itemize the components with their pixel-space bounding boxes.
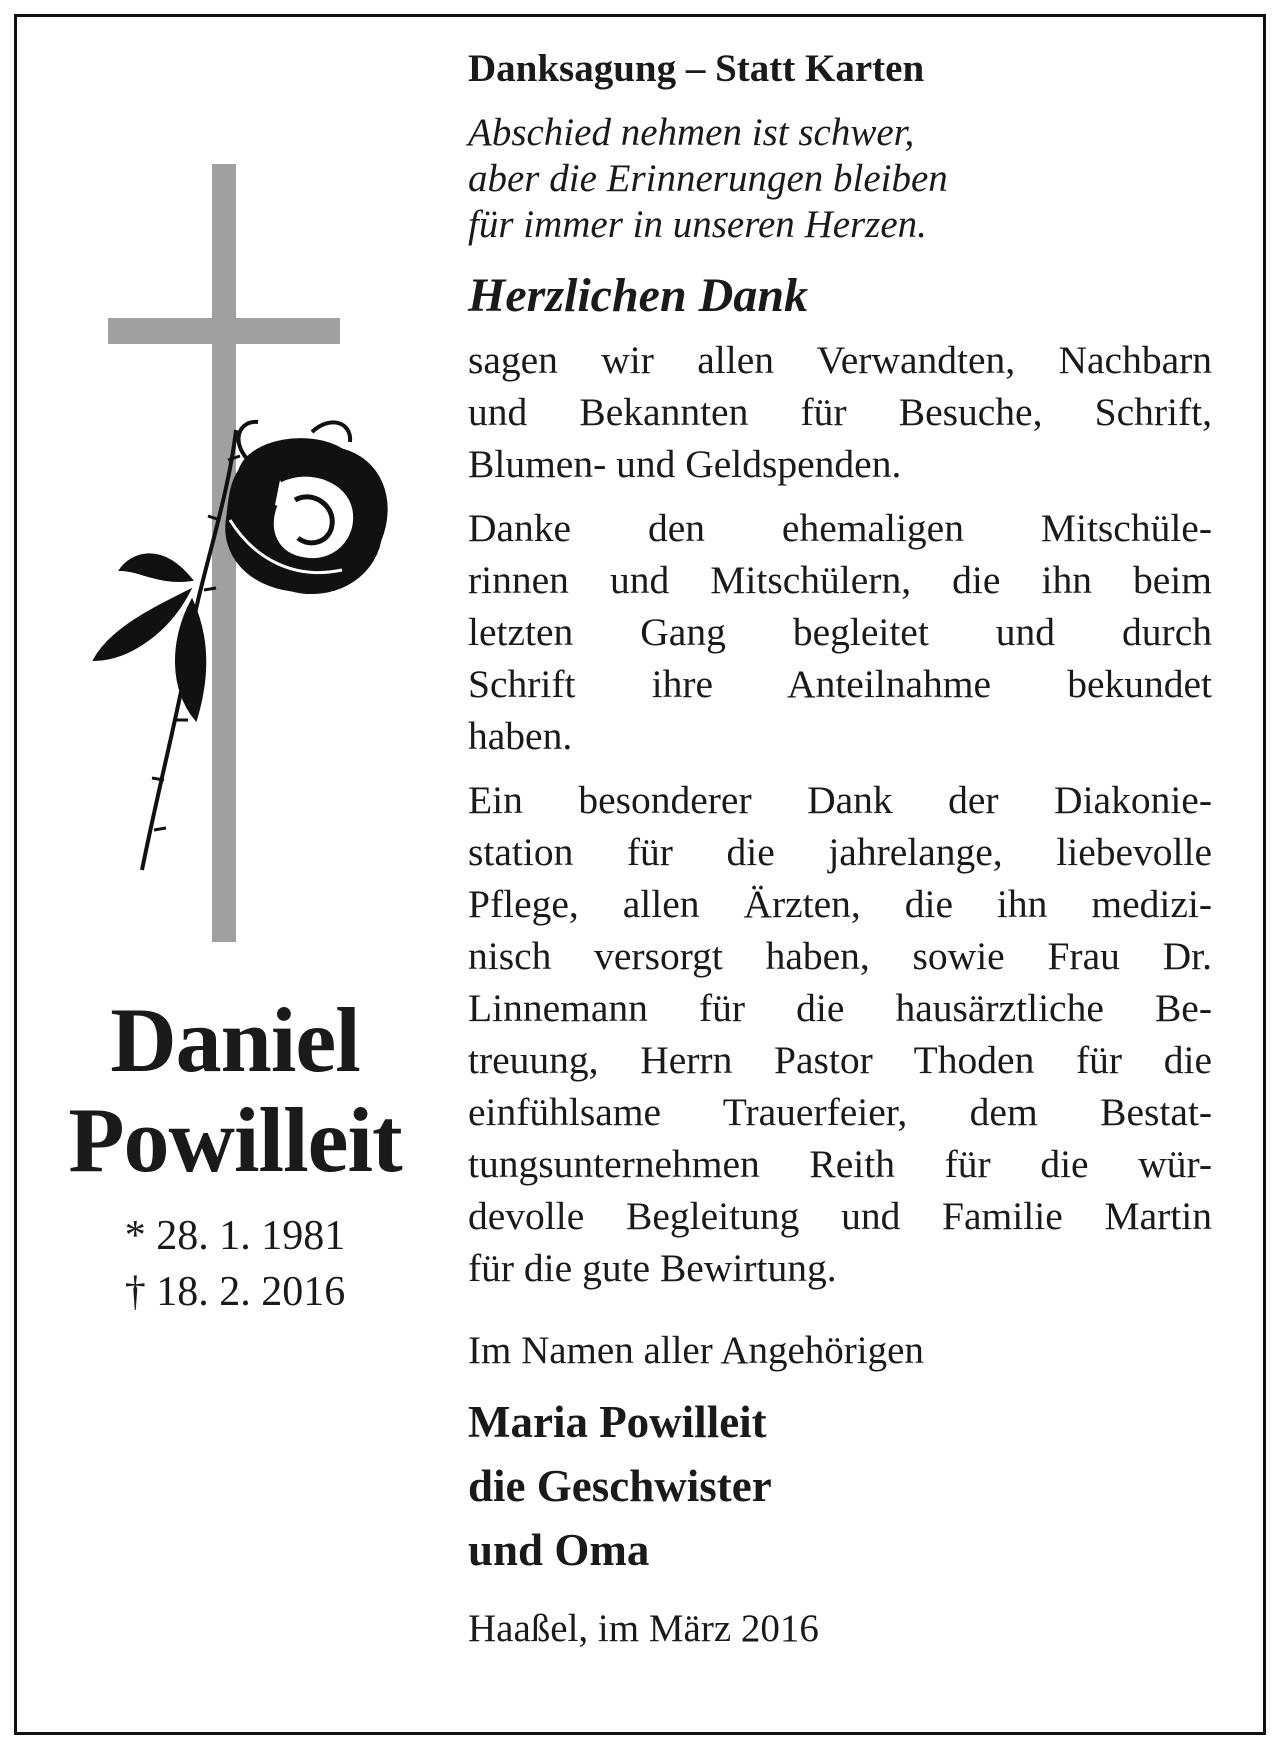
paragraph-line: für die gute Bewirtung. [468,1246,837,1290]
deceased-last-name: Powilleit [68,1089,402,1191]
death-date: † 18. 2. 2016 [124,1269,346,1315]
signers [468,1390,1212,1582]
paragraph-line: sagen wir allen Verwandten, Nachbarn [468,338,1212,382]
birth-date: * 28. 1. 1981 [124,1213,346,1259]
paragraph-line: Ein besonderer Dank der Diakonie- [468,778,1212,822]
deceased-block [40,990,430,1320]
paragraph-line: rinnen und Mitschülern, die ihn beim [468,558,1212,602]
text-column [468,44,1212,1654]
paragraph-classmates [468,502,1212,762]
paragraph-line: treuung, Herrn Pastor Thoden für die [468,1038,1212,1082]
signer-name: Maria Powilleit [468,1397,767,1447]
cross-with-rose-icon [80,160,440,950]
paragraph-line: Schrift ihre Anteilnahme bekundet [468,662,1212,706]
signer-name: und Oma [468,1525,650,1575]
signer-name: die Geschwister [468,1461,772,1511]
rose-icon [94,422,386,870]
notice-heading: Danksagung – Statt Karten [468,47,925,90]
paragraph-line: devolle Begleitung und Familie Martin [468,1194,1212,1238]
quote-line: für immer in unseren Herzen. [468,203,927,246]
paragraph-line: haben. [468,714,573,758]
memorial-quote [468,110,1212,248]
on-behalf-line: Im Namen aller Angehörigen [468,1329,924,1372]
paragraph-line: Pflege, allen Ärzten, die ihn medizi- [468,882,1212,926]
paragraph-line: Blumen- und Geldspenden. [468,442,902,486]
place-date: Haaßel, im März 2016 [468,1607,819,1650]
paragraph-line: einfühlsame Trauerfeier, dem Bestat- [468,1090,1212,1134]
paragraph-line: station für die jahrelange, liebevolle [468,830,1212,874]
paragraph-line: Danke den ehemaligen Mitschüle- [468,506,1212,550]
paragraph-special-thanks [468,774,1212,1294]
paragraph-line: tungsunternehmen Reith für die wür- [468,1142,1212,1186]
quote-line: Abschied nehmen ist schwer, [468,111,915,154]
paragraph-line: letzten Gang begleitet und durch [468,610,1212,654]
paragraph-line: Linnemann für die hausärztliche Be- [468,986,1212,1030]
thanks-title: Herzlichen Dank [468,269,809,322]
paragraph-relatives [468,334,1212,490]
paragraph-line: und Bekannten für Besuche, Schrift, [468,390,1212,434]
deceased-first-name: Daniel [110,989,360,1091]
paragraph-line: nisch versorgt haben, sowie Frau Dr. [468,934,1212,978]
life-dates [40,1208,430,1320]
quote-line: aber die Erinnerungen bleiben [468,157,948,200]
